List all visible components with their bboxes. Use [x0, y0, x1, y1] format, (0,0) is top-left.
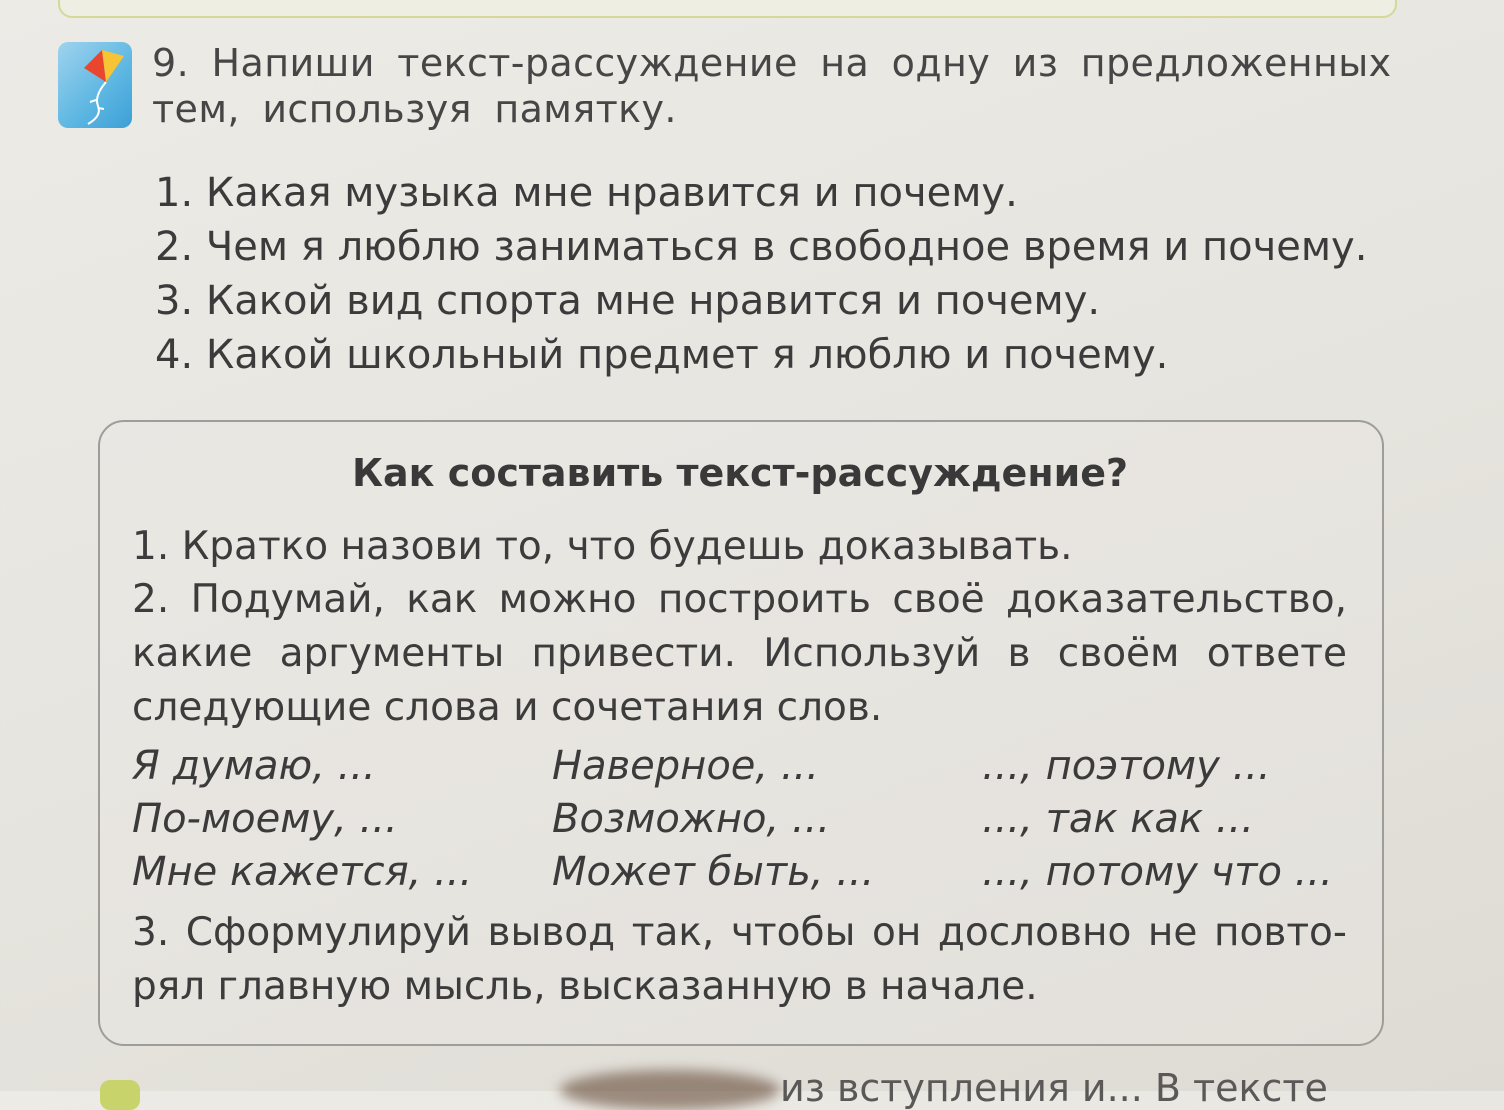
topic-item: 3. Какой вид спорта мне нравится и почему. [155, 278, 1101, 324]
task-instruction: 9. Напиши текст-рассуждение на одну из предложенных тем, используя памятку. [152, 41, 1392, 131]
phrase: Возможно, ... [552, 796, 831, 842]
topic-item: 4. Какой школьный предмет я люблю и почему. [155, 332, 1169, 378]
memo-step-3: 3. Сформулируй вывод так, чтобы он дословно не повто- рял главную мысль, высказанную в начале. [132, 910, 1347, 1009]
topic-item: 1. Какая музыка мне нравится и почему. [155, 170, 1018, 216]
phrase: Может быть, ... [552, 849, 875, 895]
phrase: ..., поэтому ... [982, 743, 1271, 789]
memo-title: Как составить текст-рассуждение? [351, 451, 1129, 495]
memo-step-2: 2. Подумай, как можно построить своё доказательство, какие аргументы привести. Используй в своём ответе следующие слова и сочетания слов. [132, 577, 1347, 730]
memo-step-1: 1. Кратко назови то, что будешь доказывать. [132, 524, 1073, 569]
phrase-table [132, 740, 1352, 899]
next-exercise-badge [100, 1080, 140, 1110]
phrase: Мне кажется, ... [132, 849, 473, 895]
previous-exercise-frame [58, 0, 1397, 18]
phrase-row [132, 846, 1352, 899]
next-exercise-fragment: из вступления и... В тексте [780, 1066, 1328, 1110]
finger-shadow [560, 1070, 780, 1110]
phrase: По-моему, ... [132, 796, 398, 842]
phrase-row [132, 793, 1352, 846]
phrase: ..., потому что ... [982, 849, 1333, 895]
phrase-row [132, 740, 1352, 793]
phrase: Я думаю, ... [132, 743, 376, 789]
phrase: ..., так как ... [982, 796, 1254, 842]
phrase: Наверное, ... [552, 743, 819, 789]
kite-icon [58, 42, 132, 128]
topic-list [155, 166, 1367, 382]
topic-item: 2. Чем я люблю заниматься в свободное время и почему. [155, 224, 1368, 270]
